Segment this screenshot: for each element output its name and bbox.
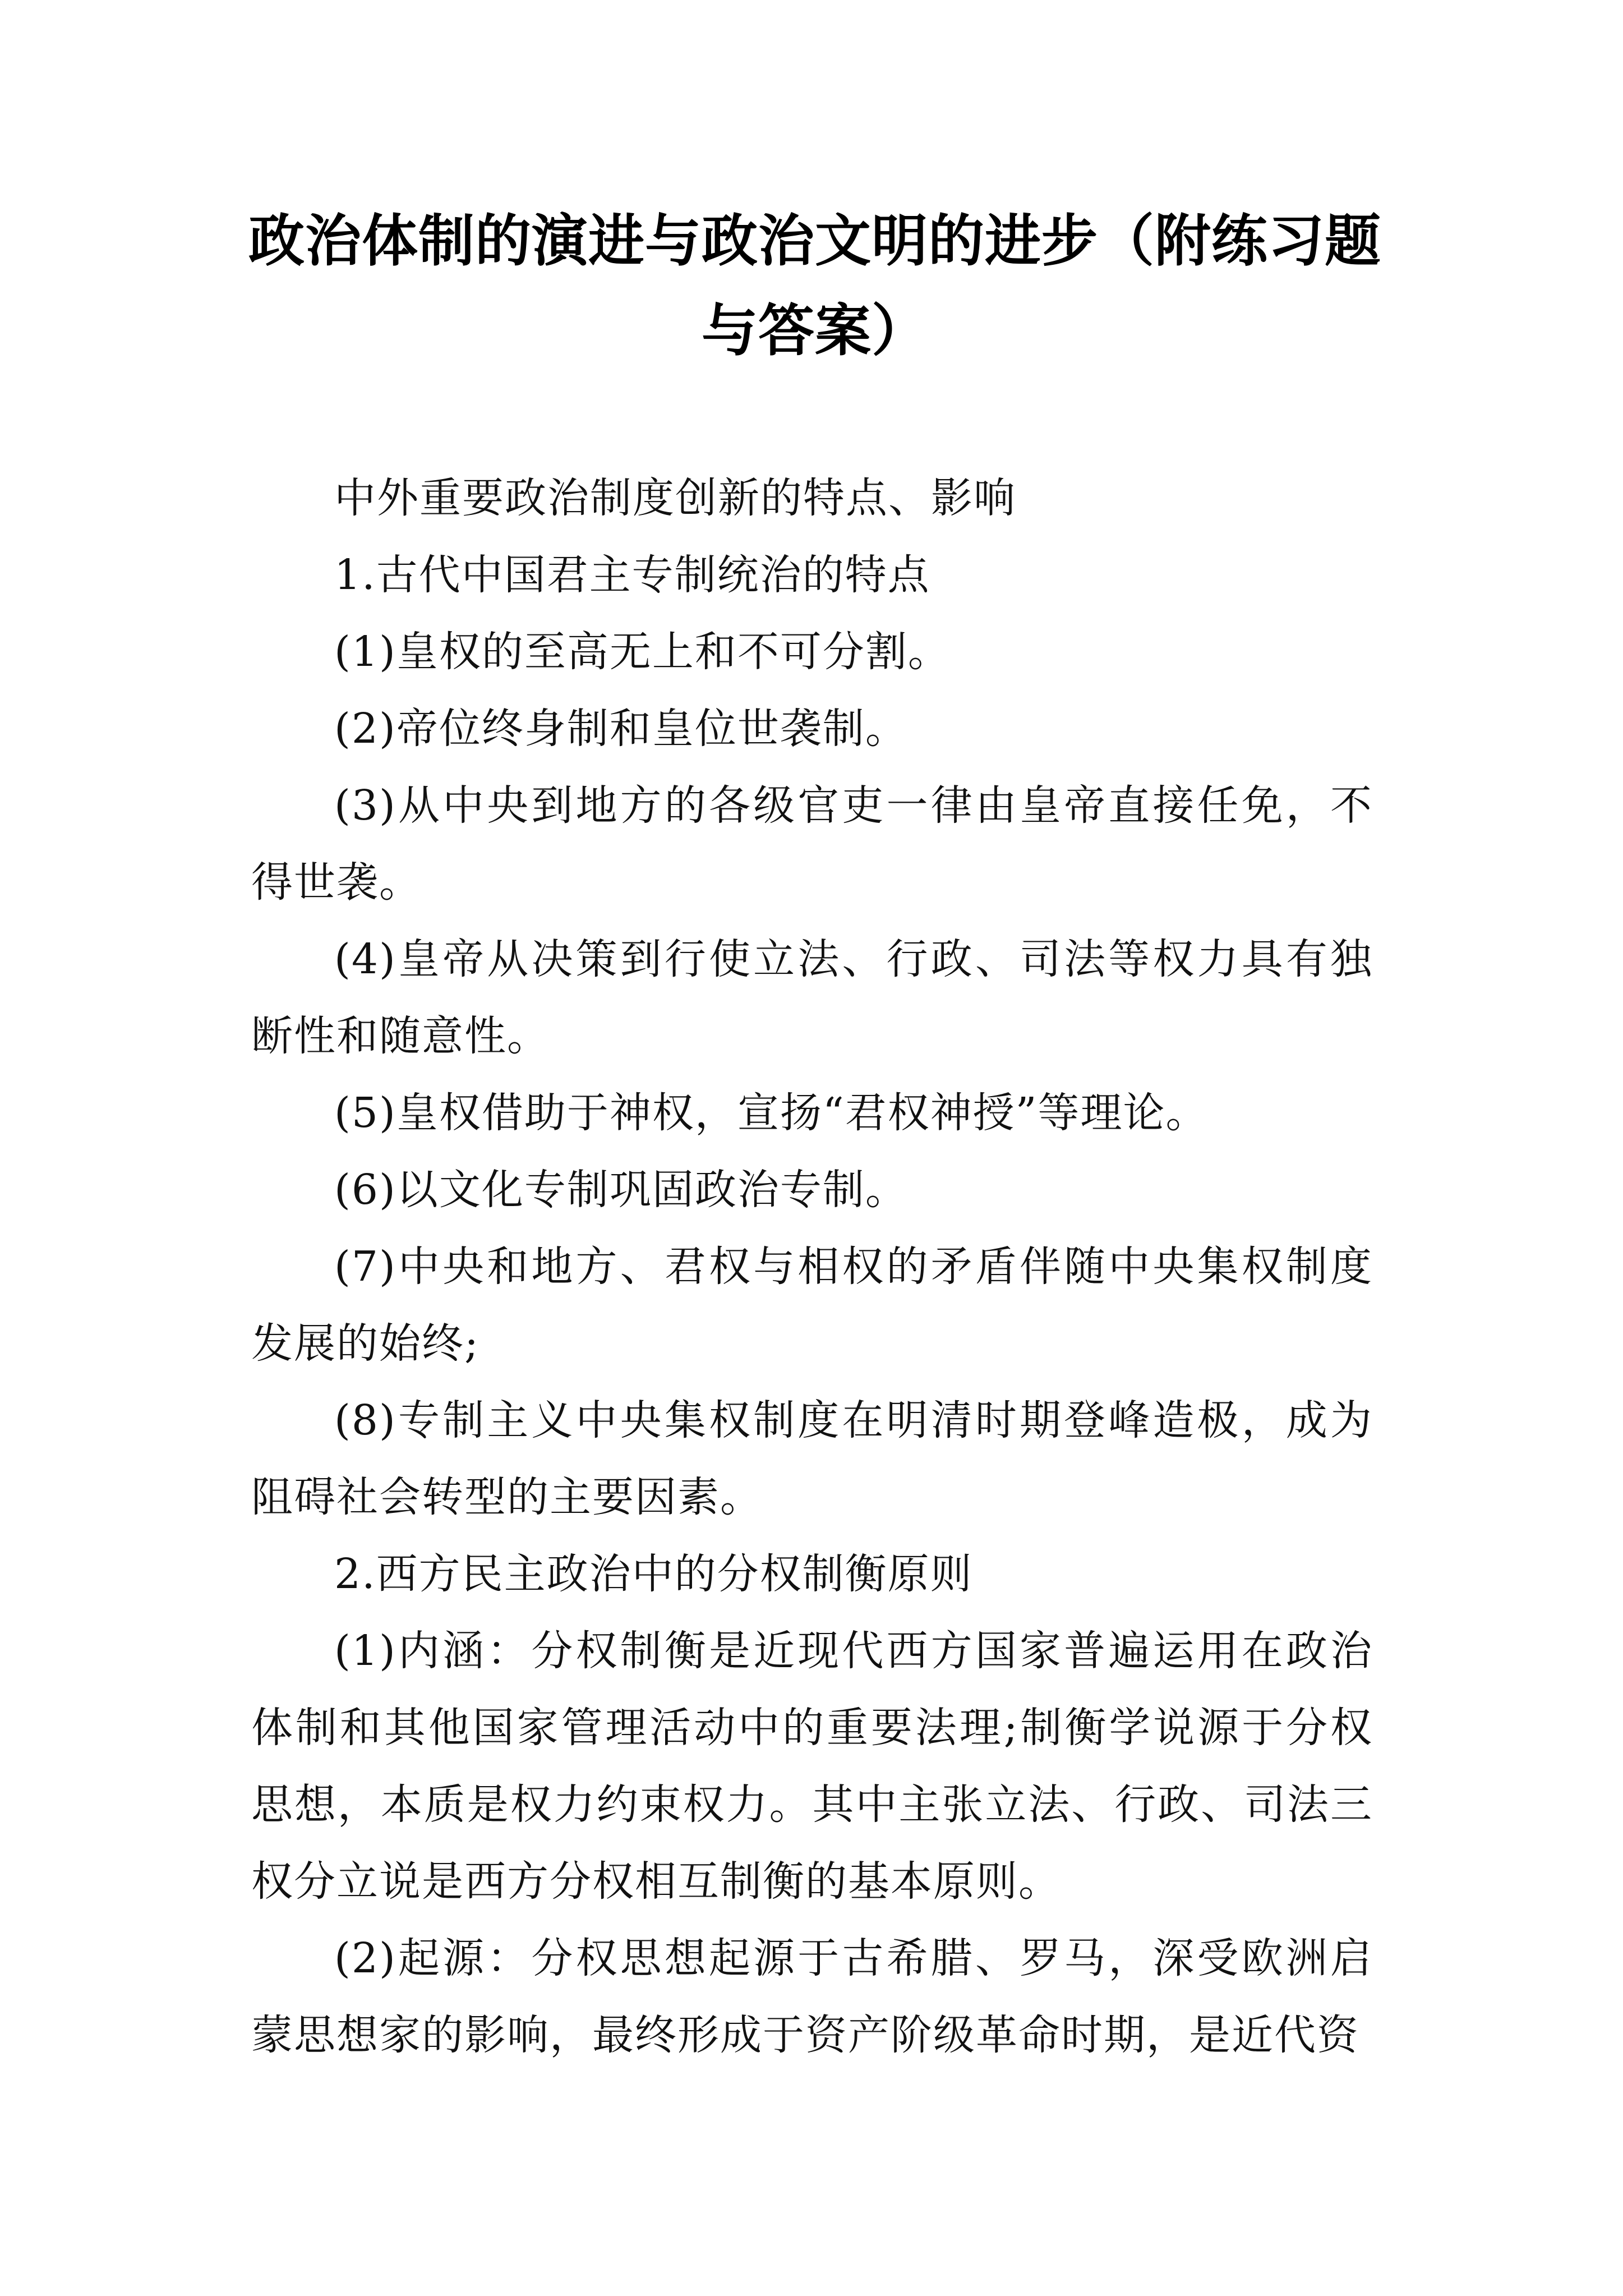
document-title: 政治体制的演进与政治文明的进步（附练习题与答案） bbox=[248, 208, 1381, 364]
paragraph: (7)中央和地方、君权与相权的矛盾伴随中央集权制度发展的始终; bbox=[251, 1243, 1373, 1368]
document-page bbox=[248, 0, 1381, 2296]
paragraph: (2)帝位终身制和皇位世袭制。 bbox=[334, 705, 908, 753]
paragraph: (5)皇权借助于神权，宣扬“君权神授”等理论。 bbox=[334, 1089, 1209, 1137]
paragraph: (1)内涵：分权制衡是近现代西方国家普遍运用在政治体制和其他国家管理活动中的重要法理;制衡学说源于分权思想，本质是权力约束权力。其中主张立法、行政、司法三权分立说是西方分权相互制衡的基本原则。 bbox=[251, 1627, 1373, 1906]
paragraph: (6)以文化专制巩固政治专制。 bbox=[334, 1166, 908, 1214]
paragraph: (3)从中央到地方的各级官吏一律由皇帝直接任免，不得世袭。 bbox=[251, 781, 1373, 907]
paragraph: 中外重要政治制度创新的特点、影响 bbox=[334, 474, 1016, 522]
paragraph: (1)皇权的至高无上和不可分割。 bbox=[334, 628, 951, 676]
paragraph: 2.西方民主政治中的分权制衡原则 bbox=[334, 1550, 973, 1598]
paragraph: (4)皇帝从决策到行使立法、行政、司法等权力具有独断性和随意性。 bbox=[251, 935, 1373, 1060]
paragraph: (8)专制主义中央集权制度在明清时期登峰造极，成为阻碍社会转型的主要因素。 bbox=[251, 1396, 1373, 1521]
paragraph: (2)起源：分权思想起源于古希腊、罗马，深受欧洲启蒙思想家的影响，最终形成于资产阶级革命时期，是近代资 bbox=[251, 1934, 1373, 2059]
paragraph: 1.古代中国君主专制统治的特点 bbox=[334, 551, 930, 599]
document-body bbox=[251, 460, 1373, 2074]
